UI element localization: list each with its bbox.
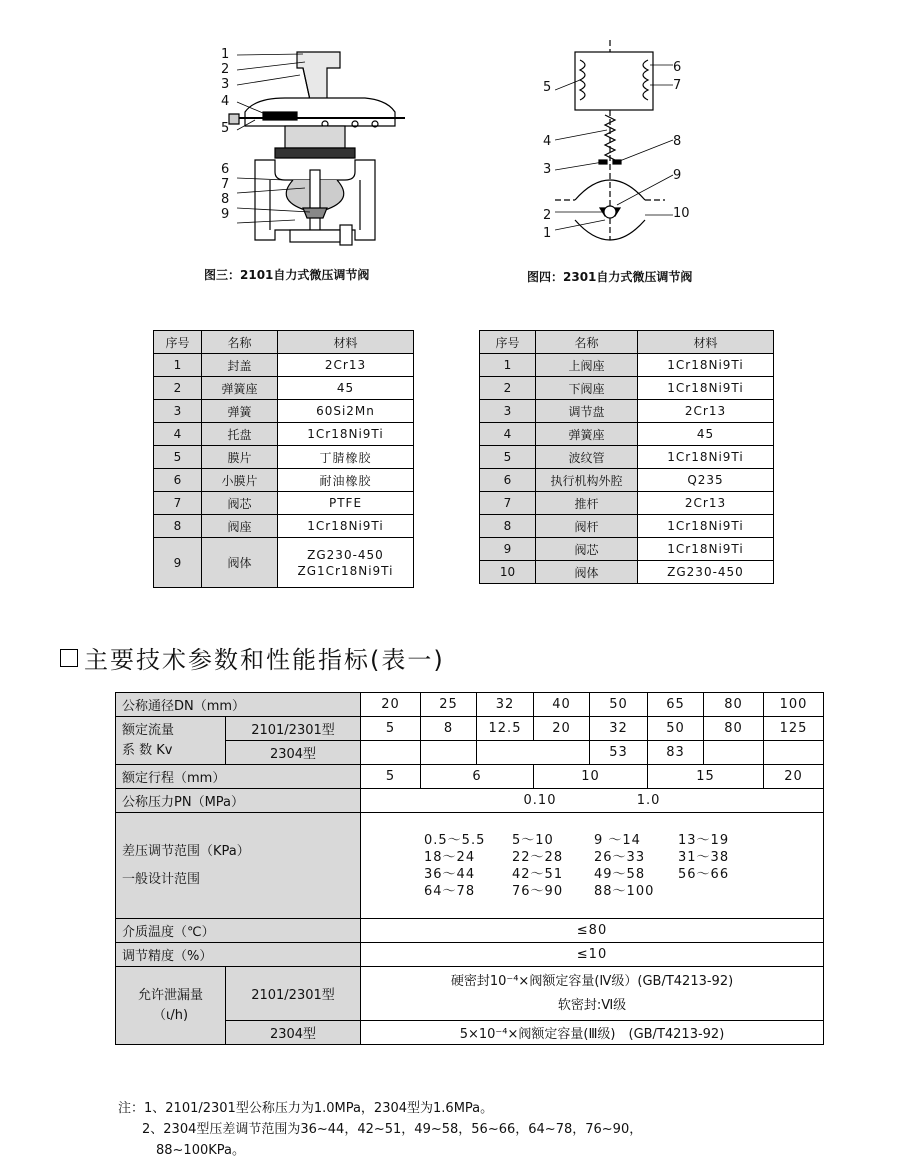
material-line: ZG230-450 [307,547,384,562]
cell: 32 [477,693,534,717]
cell: 6 [421,765,534,789]
fig4-label: 2 [543,208,552,223]
figure-2101-valve [215,40,415,255]
table-row [116,693,824,717]
cell: 弹簧 [202,400,278,423]
row-label-line: （ι/h) [152,1007,189,1023]
cell: 60Si2Mn [278,400,414,423]
cell [421,741,477,765]
row-label [116,967,226,1045]
col-header: 序号 [154,331,202,354]
note-line: 88~100KPa。 [156,1143,245,1158]
cell: 50 [648,717,704,741]
dp-range: 36～44 [424,866,476,882]
fig4-label: 4 [543,134,552,149]
dp-range: 31～38 [678,849,730,865]
dp-range: 88～100 [594,883,655,899]
fig4-label: 10 [673,206,690,221]
row-label-line: 系 数 Kv [122,742,173,758]
cell: 2Cr13 [278,354,414,377]
fig3-labels [221,47,229,222]
cell: 2Cr13 [638,400,774,423]
cell: 丁腈橡胶 [278,446,414,469]
fig3-label: 6 [221,162,230,177]
cell [477,741,590,765]
cell: 2 [480,377,536,400]
cell: 阀体 [202,538,278,588]
cell: 10 [480,561,536,584]
dp-range: 22～28 [512,849,564,865]
cell [361,789,824,813]
cell [361,813,824,919]
dp-range: 5～10 [512,832,554,848]
type-label: 2304型 [226,1021,361,1045]
cell: 32 [590,717,648,741]
cell: 7 [154,492,202,515]
cell [278,538,414,588]
table-row [116,967,824,1021]
dp-range: 42～51 [512,866,564,882]
cell: 12.5 [477,717,534,741]
dp-range: 64～78 [424,883,476,899]
cell: ≤10 [361,943,824,967]
cell: 5 [361,765,421,789]
cell: 1Cr18Ni9Ti [638,538,774,561]
table-row [480,538,774,561]
table-row [154,492,414,515]
fig3-label: 9 [221,207,230,222]
row-label-line: 允许泄漏量 [137,987,203,1003]
table-row [480,377,774,400]
col-header: 名称 [202,331,278,354]
cell: 1Cr18Ni9Ti [278,515,414,538]
cell: 8 [421,717,477,741]
cell: 1Cr18Ni9Ti [638,515,774,538]
cell: 小膜片 [202,469,278,492]
table-row [154,538,414,588]
cell: 5 [154,446,202,469]
row-label: 额定行程（mm） [116,765,361,789]
cell: 阀座 [202,515,278,538]
dp-range: 26～33 [594,849,646,865]
cell: 4 [480,423,536,446]
checkbox-square-icon [60,649,78,667]
cell: 阀芯 [536,538,638,561]
table-row [116,813,824,919]
dp-range: 18～24 [424,849,476,865]
section-title [60,640,445,675]
dp-range: 9 ～14 [594,832,641,848]
cell: 9 [154,538,202,588]
cell: 50 [590,693,648,717]
cell: 80 [704,693,764,717]
cell: 托盘 [202,423,278,446]
table-row [480,423,774,446]
fig4-caption: 图四：2301自力式微压调节阀 [527,270,693,284]
cell: 耐油橡胶 [278,469,414,492]
spec-table [115,692,824,1045]
cell: 5 [480,446,536,469]
fig4-label: 5 [543,80,552,95]
table-row [480,354,774,377]
cell: 波纹管 [536,446,638,469]
cell: 8 [480,515,536,538]
cell: 执行机构外腔 [536,469,638,492]
cell: 5 [361,717,421,741]
cell: 1Cr18Ni9Ti [638,446,774,469]
cell: 20 [361,693,421,717]
table-row [154,423,414,446]
cell: 弹簧座 [536,423,638,446]
dp-range: 13～19 [678,832,730,848]
fig4-label: 9 [673,168,682,183]
row-label: 公称通径DN（mm） [116,693,361,717]
type-label: 2101/2301型 [226,967,361,1021]
table-row [116,717,824,741]
parts-table-2101 [153,330,414,588]
row-label: 公称压力PN（MPa） [116,789,361,813]
cell: 20 [764,765,824,789]
fig3-label: 2 [221,62,230,77]
cell: 20 [534,717,590,741]
cell: 125 [764,717,824,741]
fig3-caption: 图三：2101自力式微压调节阀 [204,268,370,282]
cell: 1Cr18Ni9Ti [638,354,774,377]
col-header: 材料 [638,331,774,354]
cell: 4 [154,423,202,446]
table-row [116,789,824,813]
fig4-label: 7 [673,78,682,93]
dp-range-grid [364,832,820,900]
row-label [116,813,361,919]
row-label: 调节精度（%） [116,943,361,967]
cell: 阀杆 [536,515,638,538]
leak-line: 软密封:Ⅵ级 [557,997,627,1013]
cell: 2Cr13 [638,492,774,515]
cell: 阀芯 [202,492,278,515]
cell: 8 [154,515,202,538]
fig3-label: 5 [221,121,230,136]
cell: 1Cr18Ni9Ti [278,423,414,446]
col-header: 名称 [536,331,638,354]
table-row [154,400,414,423]
cell [764,741,824,765]
col-header: 序号 [480,331,536,354]
table-row [154,446,414,469]
table-row [480,469,774,492]
fig4-label: 3 [543,162,552,177]
cell: 2 [154,377,202,400]
cell: 调节盘 [536,400,638,423]
table-row [154,515,414,538]
table-row [154,469,414,492]
dp-range: 76～90 [512,883,564,899]
cell [361,967,824,1021]
fig3-label: 7 [221,177,230,192]
cell: 10 [534,765,648,789]
cell: 7 [480,492,536,515]
cell: 40 [534,693,590,717]
cell: 53 [590,741,648,765]
material-line: ZG1Cr18Ni9Ti [297,563,394,578]
cell: 65 [648,693,704,717]
cell: 6 [154,469,202,492]
table-row [154,377,414,400]
cell: Q235 [638,469,774,492]
cell: 9 [480,538,536,561]
fig3-label: 4 [221,94,230,109]
cell: 3 [154,400,202,423]
fig4-label: 1 [543,226,552,241]
table-row [480,561,774,584]
row-label-line: 一般设计范围 [122,871,201,887]
pn-value: 1.0 [636,793,661,808]
cell: 弹簧座 [202,377,278,400]
dp-range: 0.5～5.5 [424,832,486,848]
pn-value: 0.10 [523,793,557,808]
type-label: 2304型 [226,741,361,765]
cell [704,741,764,765]
cell: 1 [154,354,202,377]
table-header-row [480,331,774,354]
fig3-label: 8 [221,192,230,207]
fig3-label: 3 [221,77,230,92]
cell: 100 [764,693,824,717]
table-row [154,354,414,377]
cell: 下阀座 [536,377,638,400]
table-row [480,400,774,423]
dp-range [678,883,758,900]
cell: PTFE [278,492,414,515]
cell: 阀体 [536,561,638,584]
parts-table-2301 [479,330,774,584]
cell: 83 [648,741,704,765]
cell: 推杆 [536,492,638,515]
table-row [480,515,774,538]
fig3-label: 1 [221,47,230,62]
note-line: 2、2304型压差调节范围为36~44，42~51，49~58，56~66，64~78，76~90， [142,1122,643,1137]
table-row [116,765,824,789]
dp-range: 49～58 [594,866,646,882]
fig4-label: 8 [673,134,682,149]
cell: 1 [480,354,536,377]
cell: 1Cr18Ni9Ti [638,377,774,400]
col-header: 材料 [278,331,414,354]
row-label-line: 额定流量 [122,722,175,738]
table-row [116,919,824,943]
cell: ≤80 [361,919,824,943]
figure-2301-valve [555,40,675,255]
cell: 6 [480,469,536,492]
type-label: 2101/2301型 [226,717,361,741]
dp-range: 56～66 [678,866,730,882]
row-label: 介质温度（℃） [116,919,361,943]
leak-line: 硬密封10⁻⁴×阀额定容量(Ⅳ级）(GB/T4213-92) [450,973,734,989]
table-row [116,943,824,967]
row-label [116,717,226,765]
cell: 5×10⁻⁴×阀额定容量(Ⅲ级) (GB/T4213-92) [361,1021,824,1045]
cell: 25 [421,693,477,717]
table-row [480,446,774,469]
cell [361,741,421,765]
cell: 膜片 [202,446,278,469]
table-header-row [154,331,414,354]
cell: 15 [648,765,764,789]
cell: 80 [704,717,764,741]
section-title-text: 主要技术参数和性能指标(表一) [84,646,445,674]
cell: 3 [480,400,536,423]
cell: 上阀座 [536,354,638,377]
cell: ZG230-450 [638,561,774,584]
fig4-label: 6 [673,60,682,75]
table-row [480,492,774,515]
row-label-line: 差压调节范围（KPa） [122,843,250,859]
cell: 45 [278,377,414,400]
note-line: 注：1、2101/2301型公称压力为1.0MPa，2304型为1.6MPa。 [118,1101,494,1116]
notes [118,1098,642,1161]
cell: 封盖 [202,354,278,377]
cell: 45 [638,423,774,446]
